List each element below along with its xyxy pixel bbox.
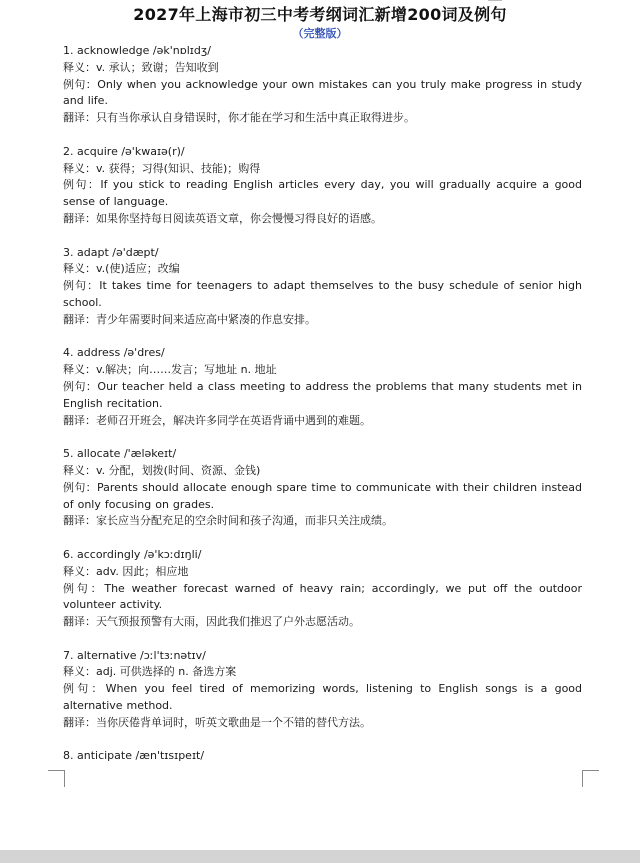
entry-definition: 释义：adj. 可供选择的 n. 备选方案 [63, 665, 237, 679]
entry-headword: 1. acknowledge /ək'nɒlɪdʒ/ [63, 44, 211, 57]
entry-translation: 翻译：家长应当分配充足的空余时间和孩子沟通，而非只关注成绩。 [63, 514, 393, 528]
example-text: If you stick to reading English articles every day, you will gradually acquire a good sense of language. [63, 178, 582, 209]
entry-headword: 7. alternative /ɔːl'tɜːnətɪv/ [63, 648, 206, 662]
vocabulary-list [63, 43, 582, 782]
entry-translation: 翻译：老师召开班会，解决许多同学在英语背诵中遇到的难题。 [63, 413, 371, 427]
entry-translation: 翻译：当你厌倦背单词时，听英文歌曲是一个不错的替代方法。 [63, 715, 371, 729]
page-corner-mark-right [582, 770, 599, 787]
example-text: Our teacher held a class meeting to address the problems that many students met in English recitation. [63, 379, 583, 410]
entry-translation: 翻译：只有当你承认自身错误时，你才能在学习和生活中真正取得进步。 [63, 111, 415, 125]
entry-definition: 释义：v. 获得；习得(知识、技能)；购得 [63, 161, 261, 175]
vocab-entry [63, 245, 582, 329]
entry-definition: 释义：v. 分配，划拨(时间、资源、金钱) [63, 463, 261, 477]
page-corner-mark-left [48, 770, 65, 787]
entry-headword: 4. address /ə'dres/ [63, 346, 165, 360]
entry-definition: 释义：v. 承认；致谢；告知收到 [63, 60, 219, 74]
page-subtitle: （完整版） [292, 27, 348, 40]
entry-example [63, 177, 582, 211]
example-label: 例句： [63, 279, 100, 293]
entry-headword: 3. adapt /ə'dæpt/ [63, 245, 159, 259]
entry-example [63, 681, 582, 715]
entry-example [63, 480, 582, 514]
entry-example [63, 581, 582, 615]
vocab-entry [63, 345, 582, 429]
example-label: 例句： [63, 682, 106, 696]
page-separator-bar [0, 850, 640, 863]
entry-translation: 翻译：如果你坚持每日阅读英语文章，你会慢慢习得良好的语感。 [63, 211, 382, 225]
example-text: Only when you acknowledge your own mistakes can you truly make progress in study and life. [63, 77, 582, 108]
vocab-entry [63, 748, 582, 765]
entry-headword: 2. acquire /ə'kwaɪə(r)/ [63, 144, 185, 158]
example-label: 例句： [63, 77, 98, 91]
example-text: When you feel tired of memorizing words, listening to English songs is a good alternative method. [63, 682, 583, 713]
example-label: 例句： [63, 178, 101, 192]
entry-headword: 5. allocate /'æləkeɪt/ [63, 447, 177, 461]
entry-headword: 6. accordingly /ə'kɔːdɪŋli/ [63, 547, 202, 561]
entry-translation: 翻译：天气预报预警有大雨，因此我们推迟了户外志愿活动。 [63, 615, 360, 629]
example-text: It takes time for teenagers to adapt themselves to the busy schedule of senior high school. [63, 279, 582, 309]
example-text: Parents should allocate enough spare time to communicate with their children instead of only focusing on grades. [63, 480, 582, 511]
example-text: The weather forecast warned of heavy rain; accordingly, we put off the outdoor volunteer activity. [63, 581, 582, 612]
entry-definition: 释义：v.(使)适应；改编 [63, 262, 180, 276]
vocab-entry [63, 547, 582, 631]
entry-example [63, 77, 582, 111]
example-label: 例句： [63, 480, 97, 494]
entry-definition: 释义：adv. 因此；相应地 [63, 564, 189, 578]
example-label: 例句： [63, 581, 105, 595]
entry-example [63, 278, 582, 312]
entry-definition: 释义：v.解决；向……发言；写地址 n. 地址 [63, 363, 277, 377]
vocab-entry [63, 43, 582, 127]
page-title: 2027年上海市初三中考考纲词汇新增200词及例句 [133, 5, 507, 24]
vocab-entry [63, 446, 582, 530]
vocab-entry [63, 144, 582, 228]
entry-example [63, 379, 582, 413]
entry-headword: 8. anticipate /æn'tɪsɪpeɪt/ [63, 749, 205, 763]
entry-translation: 翻译：青少年需要时间来适应高中紧凑的作息安排。 [63, 312, 316, 326]
vocab-entry [63, 648, 582, 732]
example-label: 例句： [63, 379, 98, 393]
